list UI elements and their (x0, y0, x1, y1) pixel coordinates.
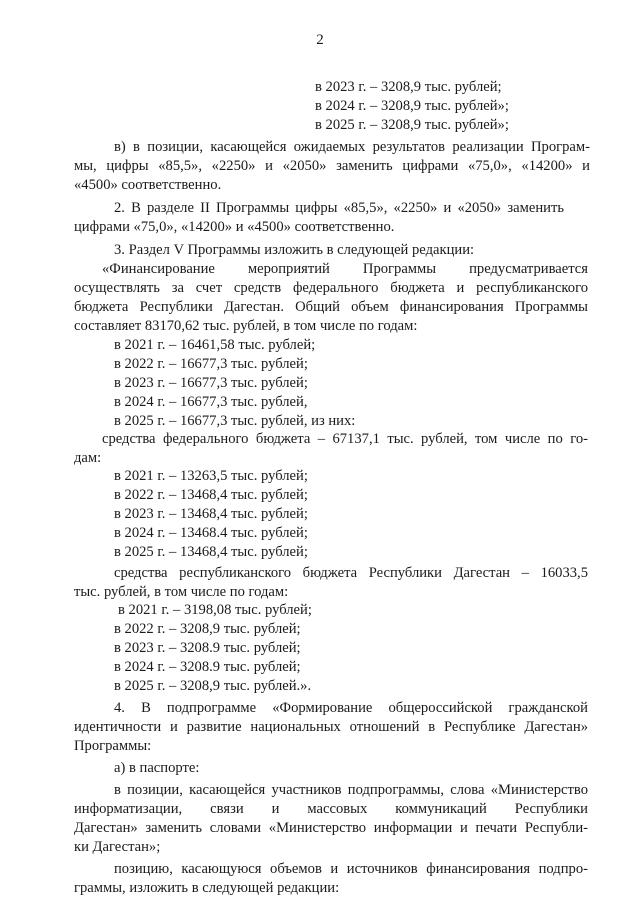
text-line: в 2022 г. – 13468,4 тыс. рублей; (114, 487, 308, 503)
text-line: в 2021 г. – 3198,08 тыс. рублей; (118, 602, 312, 618)
text-line: в 2021 г. – 16461,58 тыс. рублей; (114, 337, 316, 353)
text-line: в 2023 г. – 3208,9 тыс. рублей; (315, 79, 502, 95)
text-line: в 2023 г. – 13468,4 тыс. рублей; (114, 506, 308, 522)
text-line: в 2023 г. – 3208.9 тыс. рублей; (114, 640, 301, 656)
page-number: 2 (316, 32, 324, 48)
text-line: «4500» соответственно. (74, 177, 222, 193)
text-line: в позиции, касающейся участников подпрограммы, слова «Министерство (114, 782, 588, 798)
text-line: в 2024 г. – 3208.9 тыс. рублей; (114, 659, 301, 675)
text-line: в 2022 г. – 16677,3 тыс. рублей; (114, 356, 308, 372)
text-line: «Финансирование мероприятий Программы предусматривается (102, 261, 588, 277)
text-line: мы, цифры «85,5», «2250» и «2050» заменить цифрами «75,0», «14200» и (74, 158, 590, 174)
text-line: в 2024 г. – 16677,3 тыс. рублей, (114, 394, 308, 410)
text-line: цифрами «75,0», «14200» и «4500» соответственно. (74, 219, 395, 235)
text-line: в 2025 г. – 16677,3 тыс. рублей, из них: (114, 413, 356, 429)
text-line: осуществлять за счет средств федерального бюджета и республиканского (74, 280, 588, 296)
text-line: в) в позиции, касающейся ожидаемых результатов реализации Програм- (114, 139, 590, 155)
text-line: граммы, изложить в следующей редакции: (74, 880, 340, 896)
text-line: Программы: (74, 738, 152, 754)
text-line: в 2021 г. – 13263,5 тыс. рублей; (114, 468, 308, 484)
text-line: тыс. рублей, в том числе по годам: (74, 584, 289, 600)
text-line: дам: (74, 450, 102, 466)
text-line: в 2023 г. – 16677,3 тыс. рублей; (114, 375, 308, 391)
text-line: в 2025 г. – 3208,9 тыс. рублей.». (114, 678, 312, 694)
text-line: в 2022 г. – 3208,9 тыс. рублей; (114, 621, 301, 637)
text-line: 3. Раздел V Программы изложить в следующей редакции: (114, 242, 475, 258)
text-line: Дагестан» заменить словами «Министерство информации и печати Республи- (74, 820, 588, 836)
text-line: информатизации, связи и массовых коммуникаций Республики (74, 801, 588, 817)
text-line: в 2024 г. – 13468.4 тыс. рублей; (114, 525, 308, 541)
text-line: 4. В подпрограмме «Формирование общероссийской гражданской (114, 700, 588, 716)
text-line: а) в паспорте: (114, 760, 200, 776)
text-line: в 2025 г. – 13468,4 тыс. рублей; (114, 544, 308, 560)
text-line: 2. В разделе II Программы цифры «85,5», «2250» и «2050» заменить (114, 200, 564, 216)
text-line: ки Дагестан»; (74, 839, 161, 855)
text-line: в 2025 г. – 3208,9 тыс. рублей»; (315, 117, 509, 133)
text-line: средства республиканского бюджета Республики Дагестан – 16033,5 (114, 565, 588, 581)
text-line: в 2024 г. – 3208,9 тыс. рублей»; (315, 98, 509, 114)
text-line: средства федерального бюджета – 67137,1 тыс. рублей, том числе по го- (102, 431, 588, 447)
text-line: составляет 83170,62 тыс. рублей, в том числе по годам: (74, 318, 418, 334)
text-line: идентичности и развитие национальных отношений в Республике Дагестан» (74, 719, 588, 735)
text-line: бюджета Республики Дагестан. Общий объем финансирования Программы (74, 299, 588, 315)
text-line: позицию, касающуюся объемов и источников финансирования подпро- (114, 861, 588, 877)
